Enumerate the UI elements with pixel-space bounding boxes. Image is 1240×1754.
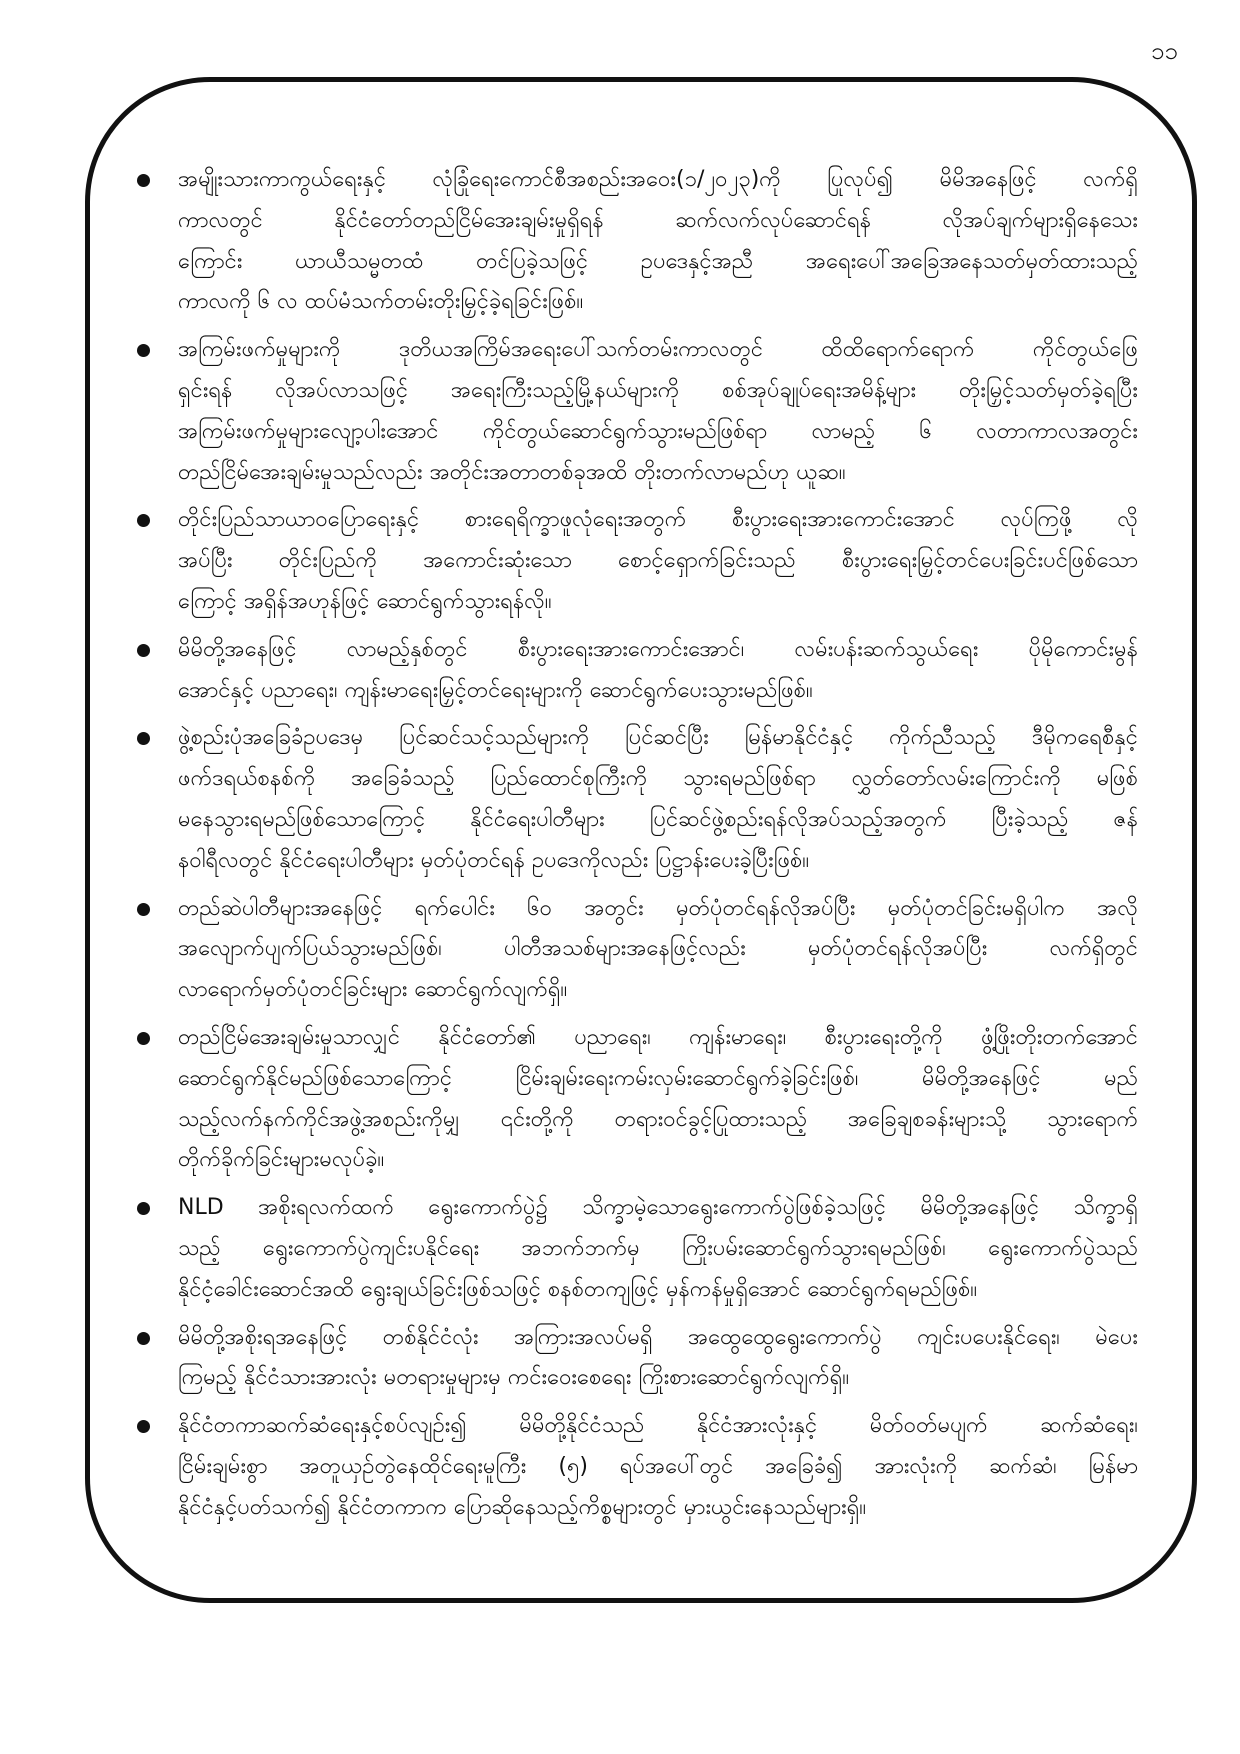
bullet-item xyxy=(178,889,1138,1011)
bullet-dot xyxy=(137,903,150,916)
bullet-list xyxy=(178,160,1138,1529)
bullet-line: မိမိတို့အစိုးရအနေဖြင့် တစ်နိုင်ငံလုံး အကြားအလပ်မရှိ အထွေထွေရွေးကောက်ပွဲ ကျင်းပပေးနိုင်ရေး၊ မဲပေး xyxy=(178,1324,1138,1350)
bullet-line: ဆောင်ရွက်နိုင်မည်ဖြစ်သောကြောင့် ငြိမ်းချမ်းရေးကမ်းလှမ်းဆောင်ရွက်ခဲ့ခြင်းဖြစ်၊ မိမိတို့အနေဖြင့် မည် xyxy=(178,1065,1138,1091)
bullet-line: နဝါရီလတွင် နိုင်ငံရေးပါတီများ မှတ်ပုံတင်ရန် ဥပဒေကိုလည်း ပြဋ္ဌာန်းပေးခဲ့ပြီးဖြစ်။ xyxy=(178,847,810,873)
bullet-line: အမျိုးသားကာကွယ်ရေးနှင့် လုံခြုံရေးကောင်စီအစည်းအဝေး(၁/၂၀၂၃)ကို ပြုလုပ်၍ မိမိအနေဖြင့် လက်ရှိ xyxy=(178,167,1138,192)
bullet-line: ရှင်းရန် လိုအပ်လာသဖြင့် အရေးကြီးသည့်မြို့နယ်များကို စစ်အုပ်ချုပ်ရေးအမိန့်များ တိုးမြှင့်သတ်မှတ်ခဲ့ရပြီး xyxy=(178,377,1138,403)
bullet-line: တိုင်းပြည်သာယာဝပြောရေးနှင့် စားရေရိက္ခာဖူလုံရေးအတွက် စီးပွားရေးအားကောင်းအောင် လုပ်ကြဖို့ လို xyxy=(178,507,1138,533)
bullet-line: အောင်နှင့် ပညာရေး၊ ကျန်းမာရေးမြှင့်တင်ရေးများကို ဆောင်ရွက်ပေးသွားမည်ဖြစ်။ xyxy=(178,677,813,703)
bullet-line: NLD အစိုးရလက်ထက် ရွေးကောက်ပွဲ၌ သိက္ခာမဲ့သောရွေးကောက်ပွဲဖြစ်ခဲ့သဖြင့် မိမိတို့အနေဖြင့် သိက္ခာရှိ xyxy=(178,1195,1138,1221)
bullet-item xyxy=(178,330,1138,493)
bullet-item xyxy=(178,1018,1138,1181)
bullet-line: လာရောက်မှတ်ပုံတင်ခြင်းများ ဆောင်ရွက်လျက်ရှိ။ xyxy=(178,977,568,1003)
bullet-line: ကြောင်း ယာယီသမ္မတထံ တင်ပြခဲ့သဖြင့် ဥပဒေနှင့်အညီ အရေးပေါ်အခြေအနေသတ်မှတ်ထားသည့် xyxy=(178,248,1138,274)
bullet-line: မနေသွားရမည်ဖြစ်သောကြောင့် နိုင်ငံရေးပါတီများ ပြင်ဆင်ဖွဲ့စည်းရန်လိုအပ်သည့်အတွက် ပြီးခဲ့သည့် ဇန် xyxy=(178,806,1138,832)
bullet-line: ကြမည့် နိုင်ငံသားအားလုံး မတရားမှုများမှ ကင်းဝေးစေရေး ကြိုးစားဆောင်ရွက်လျက်ရှိ။ xyxy=(178,1365,849,1391)
bullet-line: တည်ငြိမ်အေးချမ်းမှုသည်လည်း အတိုင်းအတာတစ်ခုအထိ တိုးတက်လာမည်ဟု ယူဆ။ xyxy=(178,459,846,485)
bullet-line: ဖွဲ့စည်းပုံအခြေခံဥပဒေမှ ပြင်ဆင်သင့်သည်များကို ပြင်ဆင်ပြီး မြန်မာနိုင်ငံနှင့် ကိုက်ညီသည့် ဒီမိုကရေစီနှင့် xyxy=(178,725,1138,751)
bullet-item xyxy=(178,1188,1138,1310)
bullet-dot xyxy=(137,174,150,187)
bullet-line: တည်ငြိမ်အေးချမ်းမှုသာလျှင် နိုင်ငံတော်၏ ပညာရေး၊ ကျန်းမာရေး၊ စီးပွားရေးတို့ကို ဖွံ့ဖြိုးတိုးတက်အောင် xyxy=(178,1024,1138,1050)
bullet-item xyxy=(178,160,1138,323)
bullet-line: ကာလတွင် နိုင်ငံတော်တည်ငြိမ်အေးချမ်းမှုရှိရန် ဆက်လက်လုပ်ဆောင်ရန် လိုအပ်ချက်များရှိနေသေး xyxy=(178,207,1138,233)
bullet-line: မိမိတို့အနေဖြင့် လာမည့်နှစ်တွင် စီးပွားရေးအားကောင်းအောင်၊ လမ်းပန်းဆက်သွယ်ရေး ပိုမိုကောင်းမွန် xyxy=(178,636,1138,662)
bullet-line: နိုင်ငံတကာဆက်ဆံရေးနှင့်စပ်လျဉ်း၍ မိမိတို့နိုင်ငံသည် နိုင်ငံအားလုံးနှင့် မိတ်ဝတ်မပျက် ဆက်ဆံရေး၊ xyxy=(178,1413,1138,1439)
bullet-line: ကြောင့် အရှိန်အဟုန်ဖြင့် ဆောင်ရွက်သွားရန်လို။ xyxy=(178,588,552,614)
bullet-line: ဖက်ဒရယ်စနစ်ကို အခြေခံသည့် ပြည်ထောင်စုကြီးကို သွားရမည်ဖြစ်ရာ လွှတ်တော်လမ်းကြောင်းကို မဖြစ် xyxy=(178,766,1138,792)
bullet-line: တိုက်ခိုက်ခြင်းများမလုပ်ခဲ့။ xyxy=(178,1147,385,1173)
bullet-line: သည့် ရွေးကောက်ပွဲကျင်းပနိုင်ရေး အဘက်ဘက်မှ ကြိုးပမ်းဆောင်ရွက်သွားရမည်ဖြစ်၊ ရွေးကောက်ပွဲသည် xyxy=(178,1235,1138,1261)
page-number: ၁၁ xyxy=(1151,37,1178,65)
bullet-item xyxy=(178,630,1138,712)
bullet-item xyxy=(178,500,1138,622)
bullet-line: ကာလကို ၆ လ ထပ်မံသက်တမ်းတိုးမြှင့်ခဲ့ရခြင်းဖြစ်။ xyxy=(178,289,584,315)
bullet-dot xyxy=(137,644,150,657)
bullet-line: အလျောက်ပျက်ပြယ်သွားမည်ဖြစ်၊ ပါတီအသစ်များအနေဖြင့်လည်း မှတ်ပုံတင်ရန်လိုအပ်ပြီး လက်ရှိတွင် xyxy=(178,936,1138,962)
bullet-dot xyxy=(137,1032,150,1045)
bullet-line: နိုင်ငံ့ခေါင်းဆောင်အထိ ရွေးချယ်ခြင်းဖြစ်သဖြင့် စနစ်တကျဖြင့် မှန်ကန်မှုရှိအောင် ဆောင်ရွက်ရမည်ဖြစ်။ xyxy=(178,1276,978,1302)
bullet-line: ငြိမ်းချမ်းစွာ အတူယှဉ်တွဲနေထိုင်ရေးမူကြီး (၅) ရပ်အပေါ်တွင် အခြေခံ၍ အားလုံးကို ဆက်ဆံ၊ မြန်မာ xyxy=(178,1453,1138,1479)
bullet-line: တည်ဆဲပါတီများအနေဖြင့် ရက်ပေါင်း ၆၀ အတွင်း မှတ်ပုံတင်ရန်လိုအပ်ပြီး မှတ်ပုံတင်ခြင်းမရှိပါက အလို xyxy=(178,895,1138,921)
bullet-line: အကြမ်းဖက်မှုများလျော့ပါးအောင် ကိုင်တွယ်ဆောင်ရွက်သွားမည်ဖြစ်ရာ လာမည့် ၆ လတာကာလအတွင်း xyxy=(178,418,1138,444)
bullet-item xyxy=(178,1406,1138,1528)
bullet-item xyxy=(178,1318,1138,1400)
bullet-line: အကြမ်းဖက်မှုများကို ဒုတိယအကြိမ်အရေးပေါ်သက်တမ်းကာလတွင် ထိထိရောက်ရောက် ကိုင်တွယ်ဖြေ xyxy=(178,337,1138,363)
bullet-dot xyxy=(137,1332,150,1345)
bullet-line: သည့်လက်နက်ကိုင်အဖွဲ့အစည်းကိုမျှ ၎င်းတို့ကို တရားဝင်ခွင့်ပြုထားသည့် အခြေချစခန်းများသို့ သွားရောက် xyxy=(178,1106,1138,1132)
bullet-line: နိုင်ငံနှင့်ပတ်သက်၍ နိုင်ငံတကာက ပြောဆိုနေသည့်ကိစ္စများတွင် မှားယွင်းနေသည်များရှိ။ xyxy=(178,1494,867,1520)
bullet-item xyxy=(178,718,1138,881)
bullet-line: အပ်ပြီး တိုင်းပြည်ကို အကောင်းဆုံးသော စောင့်ရှောက်ခြင်းသည် စီးပွားရေးမြှင့်တင်ပေးခြင်းပင်ဖြစ်သော xyxy=(178,548,1138,574)
